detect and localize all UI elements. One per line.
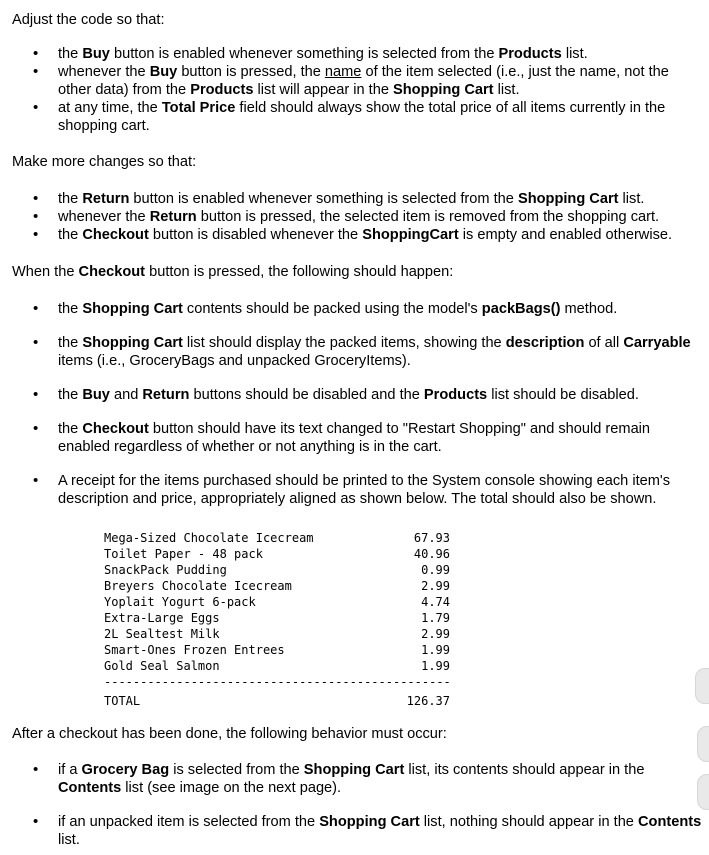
receipt-row: [104, 610, 454, 626]
list-item: • the Buy button is enabled whenever something is selected from the Products list.: [0, 45, 703, 63]
receipt-separator: ------------------------------------------------: [104, 675, 451, 689]
list-item: • the Shopping Cart contents should be packed using the model's packBags() method.: [0, 300, 703, 318]
checkout-list: [0, 300, 703, 508]
requirements-list-1: [0, 45, 703, 135]
intro-paragraph: Adjust the code so that:: [12, 12, 165, 28]
list-item: • A receipt for the items purchased should be printed to the System console showing each item's description and price, appropriately aligned as shown below. The total should also be shown.: [0, 472, 703, 508]
list-item: • if a Grocery Bag is selected from the Shopping Cart list, its contents should appear in the Contents list (see image on the next page).: [0, 761, 703, 797]
receipt-row: [104, 546, 454, 562]
receipt-item-description: Mega-Sized Chocolate Icecream: [104, 531, 314, 545]
receipt-item-description: SnackPack Pudding: [104, 563, 227, 577]
receipt: [104, 530, 454, 709]
receipt-item-price: 40.96: [413, 547, 450, 561]
list-item: • the Buy and Return buttons should be disabled and the Products list should be disabled.: [0, 386, 703, 404]
list-item: • if an unpacked item is selected from the Shopping Cart list, nothing should appear in the Contents list.: [0, 813, 703, 849]
receipt-item-price: 4.74: [421, 595, 450, 609]
requirements-list-2: [0, 190, 703, 244]
receipt-total-value: 126.37: [406, 694, 450, 708]
list-item: • the Checkout button is disabled whenever the ShoppingCart is empty and enabled otherwise.: [0, 226, 703, 244]
receipt-row: [104, 530, 454, 546]
list-item: • at any time, the Total Price field should always show the total price of all items currently in the shopping cart.: [0, 99, 703, 135]
receipt-item-description: Breyers Chocolate Icecream: [104, 579, 292, 593]
receipt-item-description: Extra-Large Eggs: [104, 611, 220, 625]
receipt-item-price: 2.99: [421, 627, 450, 641]
after-checkout-list: [0, 761, 703, 849]
receipt-item-description: Smart-Ones Frozen Entrees: [104, 643, 285, 657]
checkout-paragraph: When the Checkout button is pressed, the following should happen:: [12, 264, 454, 280]
receipt-item-price: 1.79: [421, 611, 450, 625]
receipt-row: [104, 626, 454, 642]
receipt-item-price: 1.99: [421, 659, 450, 673]
list-item: • whenever the Buy button is pressed, the name of the item selected (i.e., just the name, not the other data) from the Products list will appear in the Shopping Cart list.: [0, 63, 703, 99]
receipt-item-price: 67.93: [413, 531, 450, 545]
scroll-handle-middle: [697, 726, 709, 762]
receipt-row: [104, 658, 454, 674]
receipt-row: [104, 562, 454, 578]
receipt-item-price: 0.99: [421, 563, 450, 577]
scroll-handle-top: [695, 668, 709, 704]
receipt-row: [104, 594, 454, 610]
more-changes-paragraph: Make more changes so that:: [12, 154, 197, 170]
receipt-item-description: 2L Sealtest Milk: [104, 627, 220, 641]
receipt-item-price: 1.99: [421, 643, 450, 657]
list-item: • the Checkout button should have its text changed to "Restart Shopping" and should remain enabled regardless of whether or not anything is in the cart.: [0, 420, 703, 456]
scroll-handle-bottom: [697, 774, 709, 810]
receipt-item-description: Gold Seal Salmon: [104, 659, 220, 673]
list-item: • the Shopping Cart list should display the packed items, showing the description of all Carryable items (i.e., GroceryBags and unpacked GroceryItems).: [0, 334, 703, 370]
after-checkout-paragraph: After a checkout has been done, the following behavior must occur:: [12, 726, 447, 742]
receipt-item-price: 2.99: [421, 579, 450, 593]
receipt-item-description: Toilet Paper - 48 pack: [104, 547, 263, 561]
receipt-row: [104, 578, 454, 594]
receipt-item-description: Yoplait Yogurt 6-pack: [104, 595, 256, 609]
receipt-total-label: TOTAL: [104, 694, 141, 708]
receipt-row: [104, 642, 454, 658]
list-item: • whenever the Return button is pressed, the selected item is removed from the shopping cart.: [0, 208, 703, 226]
list-item: • the Return button is enabled whenever something is selected from the Shopping Cart list.: [0, 190, 703, 208]
